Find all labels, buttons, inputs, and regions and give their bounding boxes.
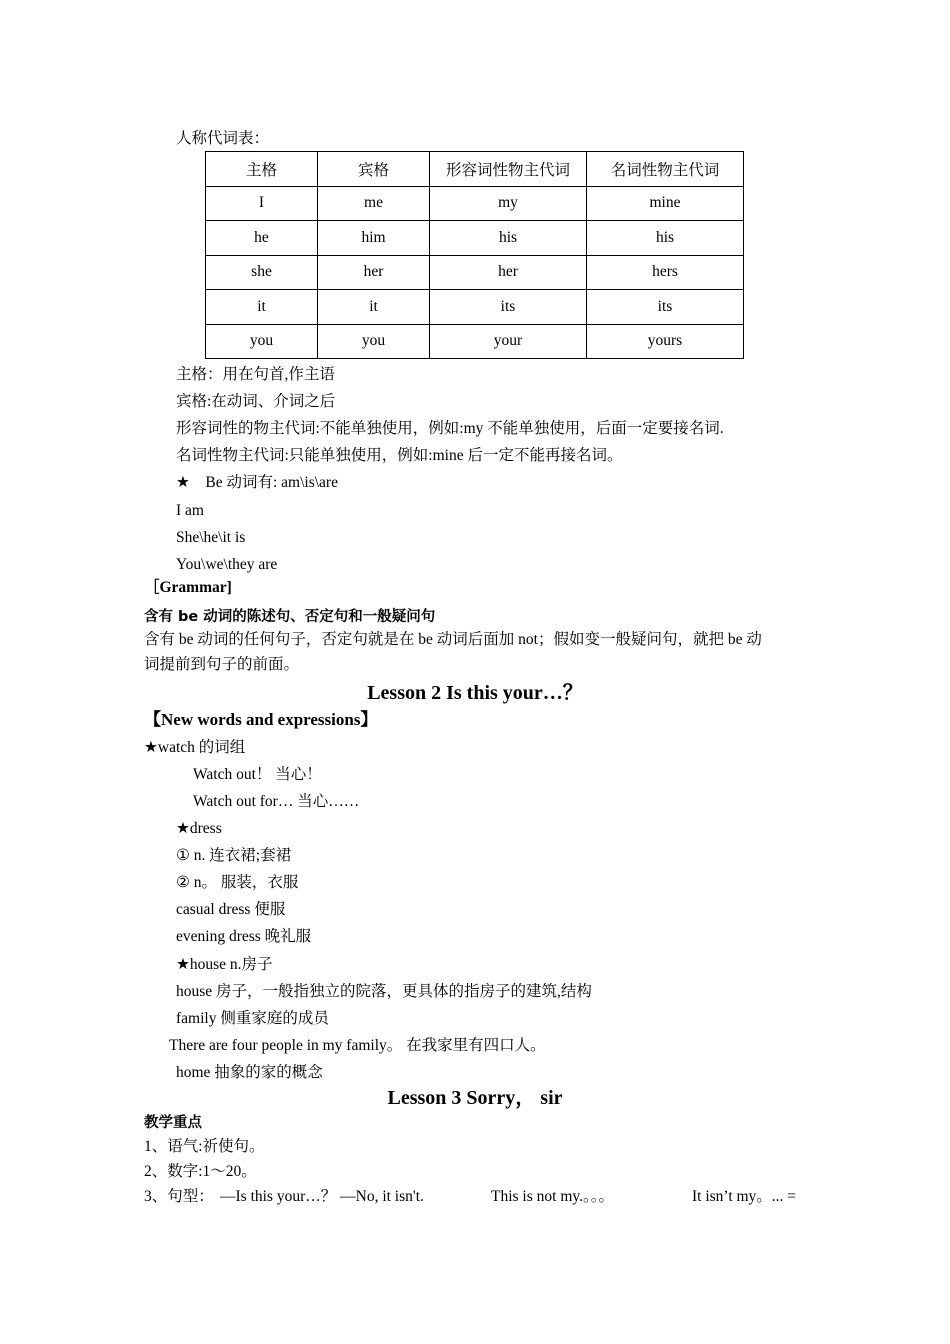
table-row <box>206 324 744 359</box>
note-line: 形容词性的物主代词:不能单独使用，例如:my 不能单独使用，后面一定要接名词. <box>176 420 724 437</box>
table-cell: hers <box>587 255 744 290</box>
table-row <box>206 290 744 325</box>
vocab-item: ★house n.房子 <box>176 956 273 973</box>
table-cell: his <box>430 221 587 256</box>
grammar-subtitle: 含有 be 动词的陈述句、否定句和一般疑问句 <box>144 609 436 625</box>
watch-heading: ★watch 的词组 <box>144 739 246 756</box>
table-cell: me <box>318 186 430 221</box>
note-line: ★ Be 动词有: am\is\are <box>176 474 338 491</box>
table-cell: you <box>318 324 430 359</box>
sentence-pattern: This is not my.。。。 <box>491 1188 615 1205</box>
sentence-pattern: —Is this your…？ —No, it isn't. <box>220 1188 424 1205</box>
pronoun-table <box>205 151 744 359</box>
table-row <box>206 221 744 256</box>
table-cell: its <box>587 290 744 325</box>
table-row <box>206 186 744 221</box>
teaching-focus-heading: 教学重点 <box>144 1115 202 1131</box>
table-cell: my <box>430 186 587 221</box>
vocab-item: house 房子，一般指独立的院落，更具体的指房子的建筑,结构 <box>176 983 592 1000</box>
sentence-pattern: It isn’t my。... = <box>692 1188 797 1205</box>
focus-point: 2、数字:1～20。 <box>144 1163 257 1180</box>
vocab-item: ② n。 服装，衣服 <box>176 874 299 891</box>
table-cell: yours <box>587 324 744 359</box>
table-header-row <box>206 152 744 187</box>
lesson-2-title: Lesson 2 Is this your…？ <box>367 682 583 704</box>
new-words-heading: 【New words and expressions】 <box>144 710 378 729</box>
vocab-item: Watch out for… 当心…… <box>193 793 360 810</box>
header-cell: 宾格 <box>318 152 430 187</box>
table-cell: him <box>318 221 430 256</box>
table-cell: she <box>206 255 318 290</box>
table-cell: your <box>430 324 587 359</box>
note-line: 宾格:在动词、介词之后 <box>176 393 336 410</box>
vocab-item: evening dress 晚礼服 <box>176 928 312 945</box>
note-line: She\he\it is <box>176 529 246 546</box>
table-cell: his <box>587 221 744 256</box>
header-cell: 名词性物主代词 <box>587 152 744 187</box>
header-cell: 主格 <box>206 152 318 187</box>
table-cell: her <box>430 255 587 290</box>
vocab-item: casual dress 便服 <box>176 901 286 918</box>
grammar-heading: ［Grammar] <box>144 579 232 596</box>
table-caption: 人称代词表： <box>176 130 270 147</box>
table-cell: you <box>206 324 318 359</box>
note-line: 名词性物主代词:只能单独使用，例如:mine 后一定不能再接名词。 <box>176 447 623 464</box>
vocab-item: home 抽象的家的概念 <box>176 1064 323 1081</box>
table-cell: its <box>430 290 587 325</box>
focus-point: 1、语气:祈使句。 <box>144 1138 265 1155</box>
table-cell: he <box>206 221 318 256</box>
grammar-text: 含有 be 动词的任何句子，否定句就是在 be 动词后面加 not；假如变一般疑问句，就把 be 动 <box>144 631 762 648</box>
lesson-3-title: Lesson 3 Sorry， sir <box>387 1087 563 1109</box>
table-cell: I <box>206 186 318 221</box>
note-line: You\we\they are <box>176 556 278 573</box>
table-row <box>206 255 744 290</box>
table-cell: it <box>318 290 430 325</box>
focus-point-label: 3、句型： <box>144 1188 214 1205</box>
header-cell: 形容词性物主代词 <box>430 152 587 187</box>
vocab-item: ① n. 连衣裙;套裙 <box>176 847 292 864</box>
vocab-item: Watch out！ 当心！ <box>193 766 322 783</box>
vocab-item: ★dress <box>176 820 222 837</box>
note-line: 主格：用在句首,作主语 <box>176 366 335 383</box>
example-sentence: There are four people in my family。 在我家里有四口人。 <box>169 1037 546 1054</box>
grammar-text: 词提前到句子的前面。 <box>144 656 300 673</box>
table-cell: her <box>318 255 430 290</box>
table-cell: it <box>206 290 318 325</box>
note-line: I am <box>176 502 204 519</box>
table-cell: mine <box>587 186 744 221</box>
vocab-item: family 侧重家庭的成员 <box>176 1010 329 1027</box>
